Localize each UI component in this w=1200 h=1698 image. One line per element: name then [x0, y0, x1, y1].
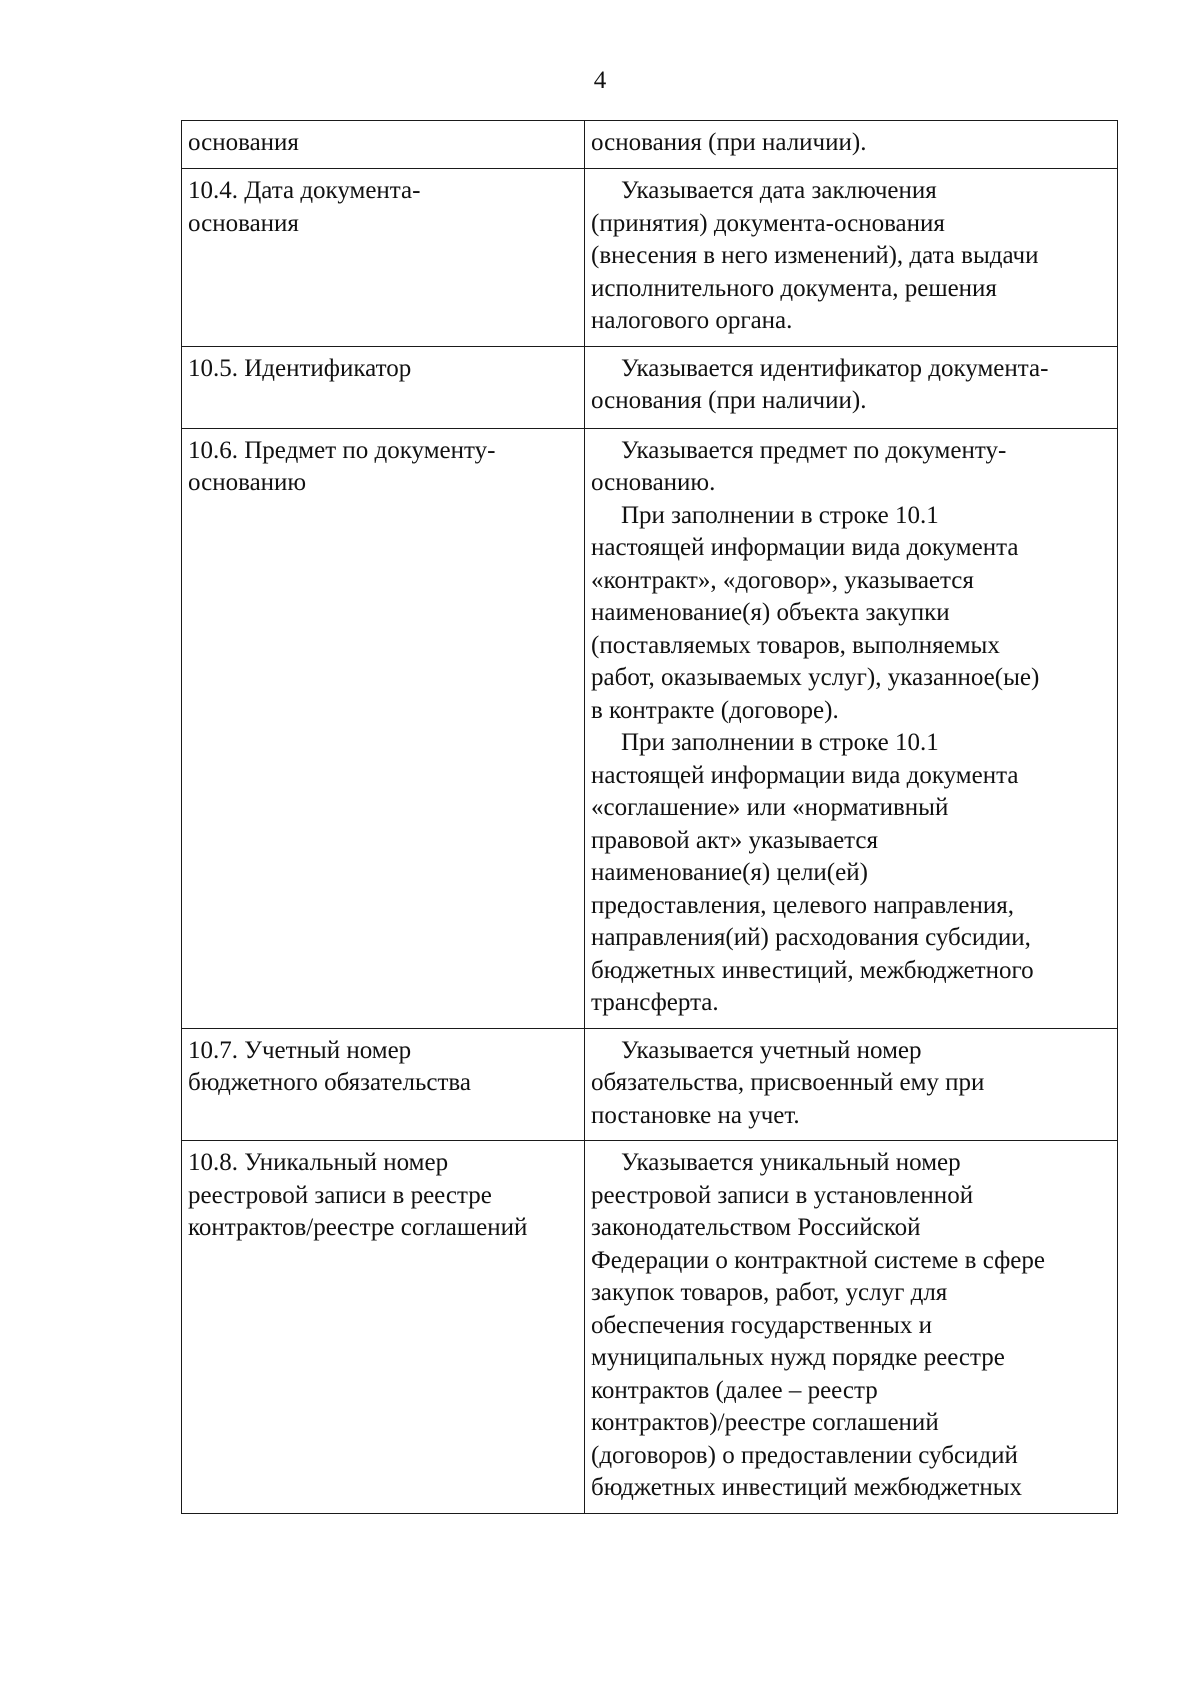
- description-line: налогового органа.: [591, 307, 793, 334]
- field-name-cell: [182, 1028, 585, 1141]
- description-line: в контракте (договоре).: [591, 696, 839, 724]
- table-row: [182, 1028, 1118, 1141]
- field-name-line: 10.5. Идентификатор: [188, 354, 412, 382]
- description-line: «соглашение» или «нормативный: [591, 794, 949, 821]
- field-name-cell: [182, 121, 585, 169]
- field-name-line: контрактов/реестре соглашений: [188, 1214, 528, 1241]
- field-description-cell: [585, 428, 1118, 1028]
- description-paragraph: [591, 1035, 1113, 1133]
- description-line: наименование(я) объекта закупки: [591, 599, 950, 626]
- field-name-cell: [182, 169, 585, 347]
- table-row: [182, 1141, 1118, 1514]
- description-line: Указывается предмет по документу-: [621, 436, 1007, 464]
- field-name-line: бюджетного обязательства: [188, 1069, 471, 1096]
- description-line: При заполнении в строке 10.1: [621, 501, 939, 529]
- field-name-line: 10.7. Учетный номер: [188, 1036, 412, 1064]
- description-line: правовой акт» указывается: [591, 826, 878, 854]
- field-name-cell: [182, 346, 585, 428]
- description-line: законодательством Российской: [591, 1214, 921, 1241]
- description-line: основания (при наличии).: [591, 129, 867, 156]
- description-line: Указывается дата заключения: [621, 177, 937, 204]
- description-line: контрактов (далее – реестр: [591, 1376, 878, 1404]
- description-line: реестровой записи в установленной: [591, 1181, 974, 1209]
- page-number: 4: [593, 67, 607, 94]
- description-line: настоящей информации вида документа: [591, 534, 1019, 561]
- field-description-cell: [585, 346, 1118, 428]
- field-name-line: основания: [188, 209, 299, 237]
- description-paragraph: [591, 175, 1113, 338]
- field-name-cell: [182, 1141, 585, 1514]
- description-line: муниципальных нужд порядке реестре: [591, 1344, 1005, 1371]
- description-line: При заполнении в строке 10.1: [621, 729, 939, 756]
- field-name-line: 10.8. Уникальный номер: [188, 1149, 449, 1176]
- description-line: Указывается уникальный номер: [621, 1149, 961, 1176]
- description-line: (принятия) документа-основания: [591, 209, 945, 237]
- field-name-line: реестровой записи в реестре: [188, 1181, 492, 1209]
- field-name-line: 10.4. Дата документа-: [188, 177, 421, 204]
- description-paragraph: [591, 1147, 1113, 1505]
- field-description-cell: [585, 169, 1118, 347]
- description-paragraph: [591, 435, 1113, 500]
- description-line: (поставляемых товаров, выполняемых: [591, 631, 1000, 659]
- description-line: «контракт», «договор», указывается: [591, 566, 974, 594]
- description-line: закупок товаров, работ, услуг для: [591, 1279, 948, 1306]
- description-line: (договоров) о предоставлении субсидий: [591, 1441, 1018, 1469]
- description-line: бюджетных инвестиций, межбюджетного: [591, 956, 1034, 984]
- description-line: настоящей информации вида документа: [591, 761, 1019, 789]
- description-line: Указывается учетный номер: [621, 1036, 922, 1064]
- description-line: контрактов)/реестре соглашений: [591, 1409, 939, 1436]
- description-line: Указывается идентификатор документа-: [621, 354, 1049, 382]
- field-name-line: основания: [188, 129, 299, 156]
- description-line: трансферта.: [591, 989, 719, 1016]
- description-line: (внесения в него изменений), дата выдачи: [591, 242, 1039, 269]
- field-description-table: [181, 120, 1118, 1514]
- description-line: обязательства, присвоенный ему при: [591, 1069, 985, 1096]
- description-paragraph: [591, 127, 1113, 160]
- table-body: [182, 121, 1118, 1514]
- description-line: наименование(я) цели(ей): [591, 859, 868, 886]
- description-line: основанию.: [591, 469, 716, 496]
- description-paragraph: [591, 353, 1113, 418]
- description-line: обеспечения государственных и: [591, 1311, 932, 1339]
- field-name-cell: [182, 428, 585, 1028]
- table-row: [182, 346, 1118, 428]
- field-name-line: 10.6. Предмет по документу-: [188, 436, 496, 464]
- description-paragraph: [591, 500, 1113, 728]
- table-row: [182, 169, 1118, 347]
- description-line: бюджетных инвестиций межбюджетных: [591, 1474, 1023, 1501]
- description-line: постановке на учет.: [591, 1101, 800, 1129]
- field-description-cell: [585, 1028, 1118, 1141]
- description-line: направления(ий) расходования субсидии,: [591, 924, 1031, 951]
- description-line: предоставления, целевого направления,: [591, 891, 1014, 919]
- description-line: Федерации о контрактной системе в сфере: [591, 1246, 1046, 1274]
- description-line: работ, оказываемых услуг), указанное(ые): [591, 664, 1040, 691]
- table-row: [182, 428, 1118, 1028]
- description-line: основания (при наличии).: [591, 387, 867, 414]
- field-description-cell: [585, 1141, 1118, 1514]
- description-paragraph: [591, 727, 1113, 1020]
- description-line: исполнительного документа, решения: [591, 274, 997, 302]
- field-description-cell: [585, 121, 1118, 169]
- table-row: [182, 121, 1118, 169]
- field-name-line: основанию: [188, 469, 307, 496]
